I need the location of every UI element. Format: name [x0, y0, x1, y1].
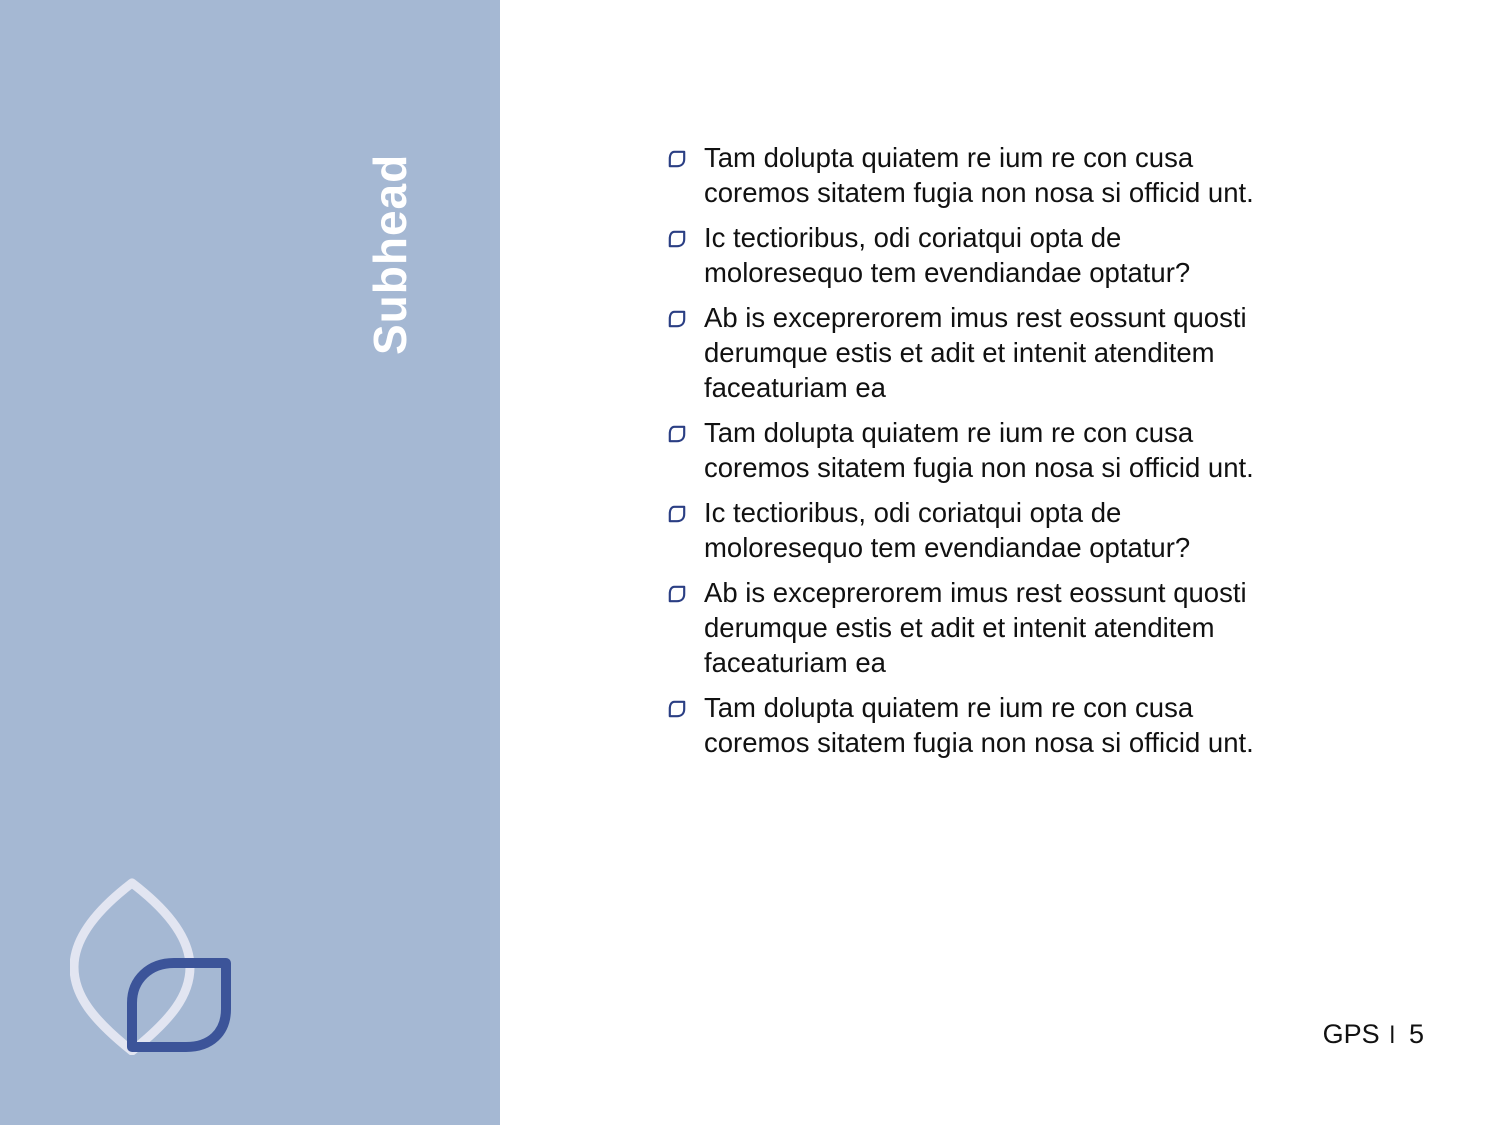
bullet-list: [664, 140, 1254, 760]
bullet-text: Tam dolupta quiatem re ium re con cusa coremos sitatem fugia non nosa si officid unt.: [704, 417, 1254, 483]
page-number: 5: [1408, 1019, 1424, 1049]
leaf-logo-icon: [70, 875, 240, 1055]
leaf-bullet-icon: [667, 309, 687, 329]
list-item: [664, 575, 1254, 680]
leaf-bullet-icon: [667, 699, 687, 719]
leaf-bullet-icon: [667, 424, 687, 444]
bullet-text: Tam dolupta quiatem re ium re con cusa coremos sitatem fugia non nosa si officid unt.: [704, 692, 1254, 758]
list-item: [664, 300, 1254, 405]
footer-separator: l: [1389, 1022, 1395, 1049]
page-footer: [1323, 1016, 1424, 1054]
list-item: [664, 690, 1254, 760]
leaf-bullet-icon: [667, 229, 687, 249]
bullet-content: [664, 140, 1254, 770]
list-item: [664, 140, 1254, 210]
bullet-text: Tam dolupta quiatem re ium re con cusa coremos sitatem fugia non nosa si officid unt.: [704, 142, 1254, 208]
bullet-text: Ic tectioribus, odi coriatqui opta de moloresequo tem evendiandae optatur?: [704, 497, 1191, 563]
leaf-bullet-icon: [667, 149, 687, 169]
footer-brand: GPS: [1322, 1019, 1380, 1049]
bullet-text: Ic tectioribus, odi coriatqui opta de moloresequo tem evendiandae optatur?: [704, 222, 1191, 288]
list-item: [664, 415, 1254, 485]
leaf-bullet-icon: [667, 504, 687, 524]
list-item: [664, 495, 1254, 565]
list-item: [664, 220, 1254, 290]
subhead-title: Subhead: [364, 153, 416, 355]
bullet-text: Ab is exceprerorem imus rest eossunt quosti derumque estis et adit et intenit atenditem faceaturiam ea: [704, 302, 1247, 403]
sidebar-panel: [0, 0, 500, 1125]
leaf-bullet-icon: [667, 584, 687, 604]
bullet-text: Ab is exceprerorem imus rest eossunt quosti derumque estis et adit et intenit atenditem faceaturiam ea: [704, 577, 1247, 678]
